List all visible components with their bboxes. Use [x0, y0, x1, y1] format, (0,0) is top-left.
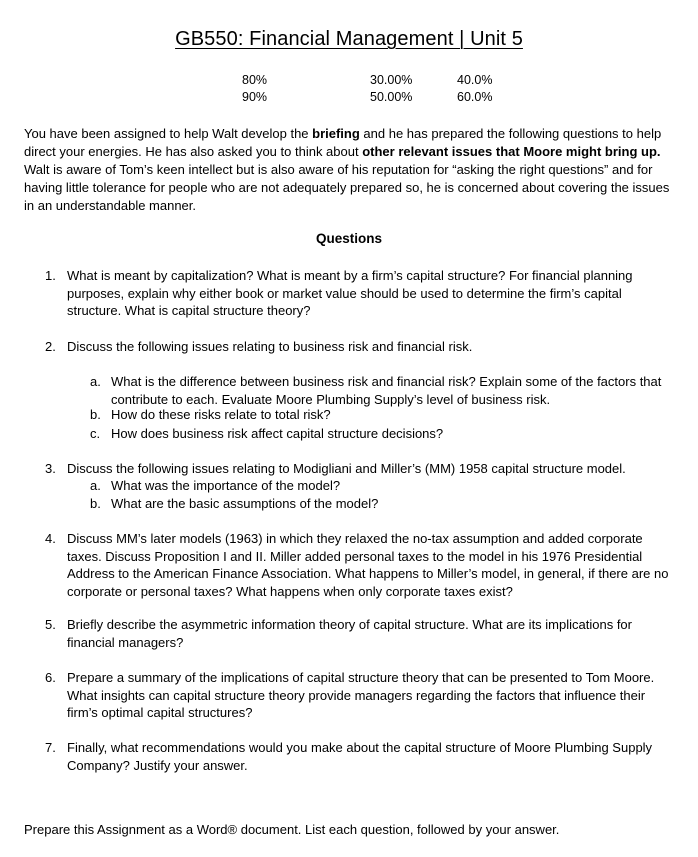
table-row — [0, 73, 698, 89]
sub-question-item — [90, 406, 675, 424]
table-cell: 90% — [242, 90, 268, 104]
sub-question-item — [90, 373, 675, 408]
intro-text: You have been assigned to help Walt develop the — [24, 126, 313, 141]
question-number: 7. — [45, 740, 56, 755]
question-number: 1. — [45, 268, 56, 283]
table-cell: 40.0% — [457, 73, 493, 87]
question-item — [45, 669, 675, 722]
sub-question-item — [90, 425, 675, 443]
sub-question-text: What was the importance of the model? — [111, 478, 341, 493]
questions-heading: Questions — [315, 231, 382, 246]
sub-question-text: What are the basic assumptions of the model? — [111, 496, 379, 511]
sub-question-text: What is the difference between business risk and financial risk? Explain some of the factors that contribute to each. Evaluate Moore Plumbing Supply’s level of business risk. — [111, 374, 662, 407]
sub-question-item — [90, 477, 675, 495]
table-cell: 30.00% — [370, 73, 413, 87]
sub-question-text: How do these risks relate to total risk? — [111, 407, 331, 422]
question-text: Prepare a summary of the implications of capital structure theory that can be presented to Tom Moore. What insights can capital structure theory provide managers regarding the factors that influence their firm’s optimal capital structures? — [67, 670, 655, 721]
question-item — [45, 739, 675, 774]
sub-question-letter: b. — [90, 407, 101, 422]
question-item — [45, 616, 675, 651]
table-row — [0, 90, 698, 106]
question-text: What is meant by capitalization? What is meant by a firm’s capital structure? For financial planning purposes, explain why either book or market value should be used to determine the firm’s capital structure. What is capital structure theory? — [67, 268, 633, 319]
intro-paragraph — [24, 125, 678, 215]
question-number: 3. — [45, 461, 56, 476]
question-number: 2. — [45, 339, 56, 354]
question-item — [45, 338, 675, 356]
question-text: Discuss the following issues relating to Modigliani and Miller’s (MM) 1958 capital structure model. — [67, 461, 626, 476]
question-text: Briefly describe the asymmetric information theory of capital structure. What are its implications for financial managers? — [67, 617, 632, 650]
sub-question-letter: b. — [90, 496, 101, 511]
question-item — [45, 530, 675, 601]
intro-text: Walt is aware of Tom’s keen intellect but is also aware of his reputation for “asking the right questions” and for having little tolerance for people who are not adequately prepared so, he is concerned about covering the issues in an understandable manner. — [24, 162, 670, 213]
sub-question-letter: c. — [90, 426, 101, 441]
table-cell: 80% — [242, 73, 268, 87]
table-cell: 50.00% — [370, 90, 413, 104]
sub-question-item — [90, 495, 675, 513]
footer-instruction: Prepare this Assignment as a Word® document. List each question, followed by your answer. — [24, 822, 560, 837]
intro-text: and he has prepared the following questions to help direct your energies. He has also asked you to think about — [24, 126, 662, 159]
question-item — [45, 460, 675, 478]
question-number: 5. — [45, 617, 56, 632]
sub-question-text: How does business risk affect capital structure decisions? — [111, 426, 444, 441]
question-text: Finally, what recommendations would you make about the capital structure of Moore Plumbing Supply Company? Justify your answer. — [67, 740, 653, 773]
document-title: GB550: Financial Management | Unit 5 — [175, 28, 523, 50]
question-number: 4. — [45, 531, 56, 546]
question-text: Discuss MM’s later models (1963) in which they relaxed the no-tax assumption and added corporate taxes. Discuss Proposition I and II. Miller added personal taxes to the model in his 1976 Presidential Address to the American Finance Association. What happens to Miller’s model, in general, if there are no corporate or personal taxes? What happens when only corporate taxes exist? — [67, 531, 669, 600]
sub-question-letter: a. — [90, 374, 101, 389]
intro-bold: other relevant issues that Moore might bring up. — [362, 144, 661, 159]
question-number: 6. — [45, 670, 56, 685]
question-item — [45, 267, 675, 320]
intro-bold: briefing — [312, 126, 360, 141]
sub-question-letter: a. — [90, 478, 101, 493]
question-text: Discuss the following issues relating to business risk and financial risk. — [67, 339, 473, 354]
table-cell: 60.0% — [457, 90, 493, 104]
